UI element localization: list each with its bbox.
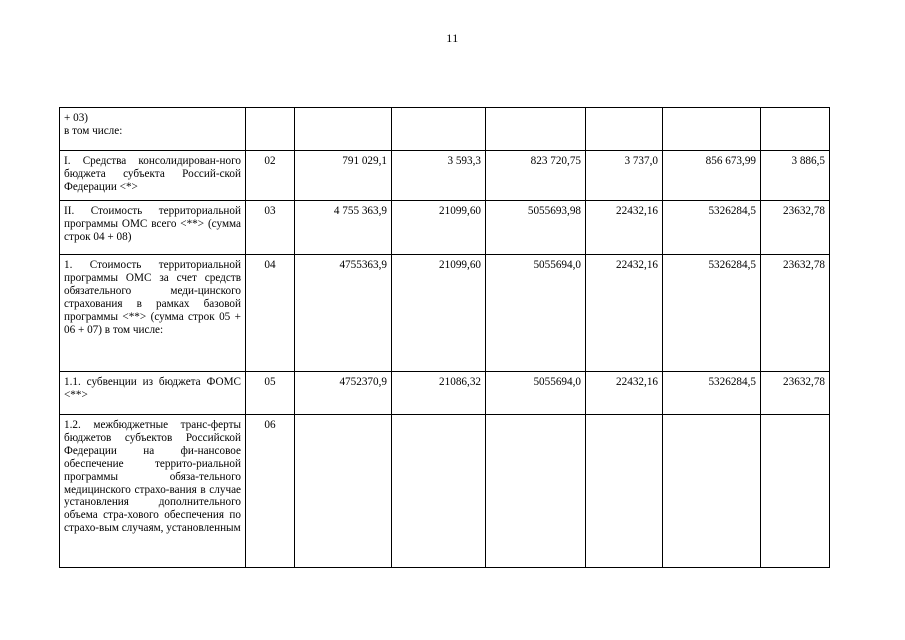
value-cell: 5326284,5 (663, 372, 761, 415)
continued-text: + 03) в том числе: (64, 112, 123, 137)
value-cell: 21086,32 (392, 372, 486, 415)
value-cell: 22432,16 (586, 255, 663, 372)
row-code: 03 (246, 201, 295, 255)
value-cell: 856 673,99 (663, 151, 761, 201)
value-cell (761, 415, 830, 568)
row-description: I. Средства консолидирован-ного бюджета субъекта Россий-ской Федерации <*> (60, 151, 246, 201)
table-row (60, 415, 830, 568)
row-code (246, 108, 295, 151)
table-row (60, 372, 830, 415)
budget-table (59, 107, 830, 568)
value-cell: 4755363,9 (295, 255, 392, 372)
row-description (60, 108, 246, 151)
value-cell: 5326284,5 (663, 255, 761, 372)
value-cell: 5326284,5 (663, 201, 761, 255)
value-cell (586, 415, 663, 568)
row-code: 04 (246, 255, 295, 372)
row-description: 1.1. субвенции из бюджета ФОМС <**> (60, 372, 246, 415)
value-cell: 23632,78 (761, 372, 830, 415)
value-cell (663, 108, 761, 151)
value-cell (295, 108, 392, 151)
table-row (60, 201, 830, 255)
value-cell: 5055694,0 (486, 255, 586, 372)
value-cell (392, 415, 486, 568)
value-cell: 791 029,1 (295, 151, 392, 201)
value-cell (586, 108, 663, 151)
row-code: 05 (246, 372, 295, 415)
value-cell: 21099,60 (392, 255, 486, 372)
table-row (60, 151, 830, 201)
value-cell: 823 720,75 (486, 151, 586, 201)
table-row (60, 108, 830, 151)
value-cell: 22432,16 (586, 372, 663, 415)
value-cell: 23632,78 (761, 255, 830, 372)
page-number: 11 (446, 31, 459, 45)
value-cell: 4752370,9 (295, 372, 392, 415)
value-cell: 21099,60 (392, 201, 486, 255)
row-description: 1.2. межбюджетные транс-ферты бюджетов субъектов Российской Федерации на фи-нансовое обеспечение террито-риальной программы обяза-тельного медицинского страхо-вания в случае установления дополнительного объема стра-хового обеспечения по страхо-вым случаям, установленным (60, 415, 246, 568)
value-cell: 3 737,0 (586, 151, 663, 201)
table-row (60, 255, 830, 372)
row-description: 1. Стоимость территориальной программы ОМС за счет средств обязательного меди-цинского страхования в рамках базовой программы <**> (сумма строк 05 + 06 + 07) в том числе: (60, 255, 246, 372)
row-code: 02 (246, 151, 295, 201)
value-cell: 3 886,5 (761, 151, 830, 201)
value-cell (392, 108, 486, 151)
value-cell (761, 108, 830, 151)
value-cell (486, 108, 586, 151)
value-cell: 4 755 363,9 (295, 201, 392, 255)
row-description: II. Стоимость территориальной программы ОМС всего <**> (сумма строк 04 + 08) (60, 201, 246, 255)
value-cell (663, 415, 761, 568)
value-cell (486, 415, 586, 568)
value-cell: 5055693,98 (486, 201, 586, 255)
value-cell (295, 415, 392, 568)
value-cell: 5055694,0 (486, 372, 586, 415)
row-code: 06 (246, 415, 295, 568)
value-cell: 23632,78 (761, 201, 830, 255)
value-cell: 3 593,3 (392, 151, 486, 201)
value-cell: 22432,16 (586, 201, 663, 255)
